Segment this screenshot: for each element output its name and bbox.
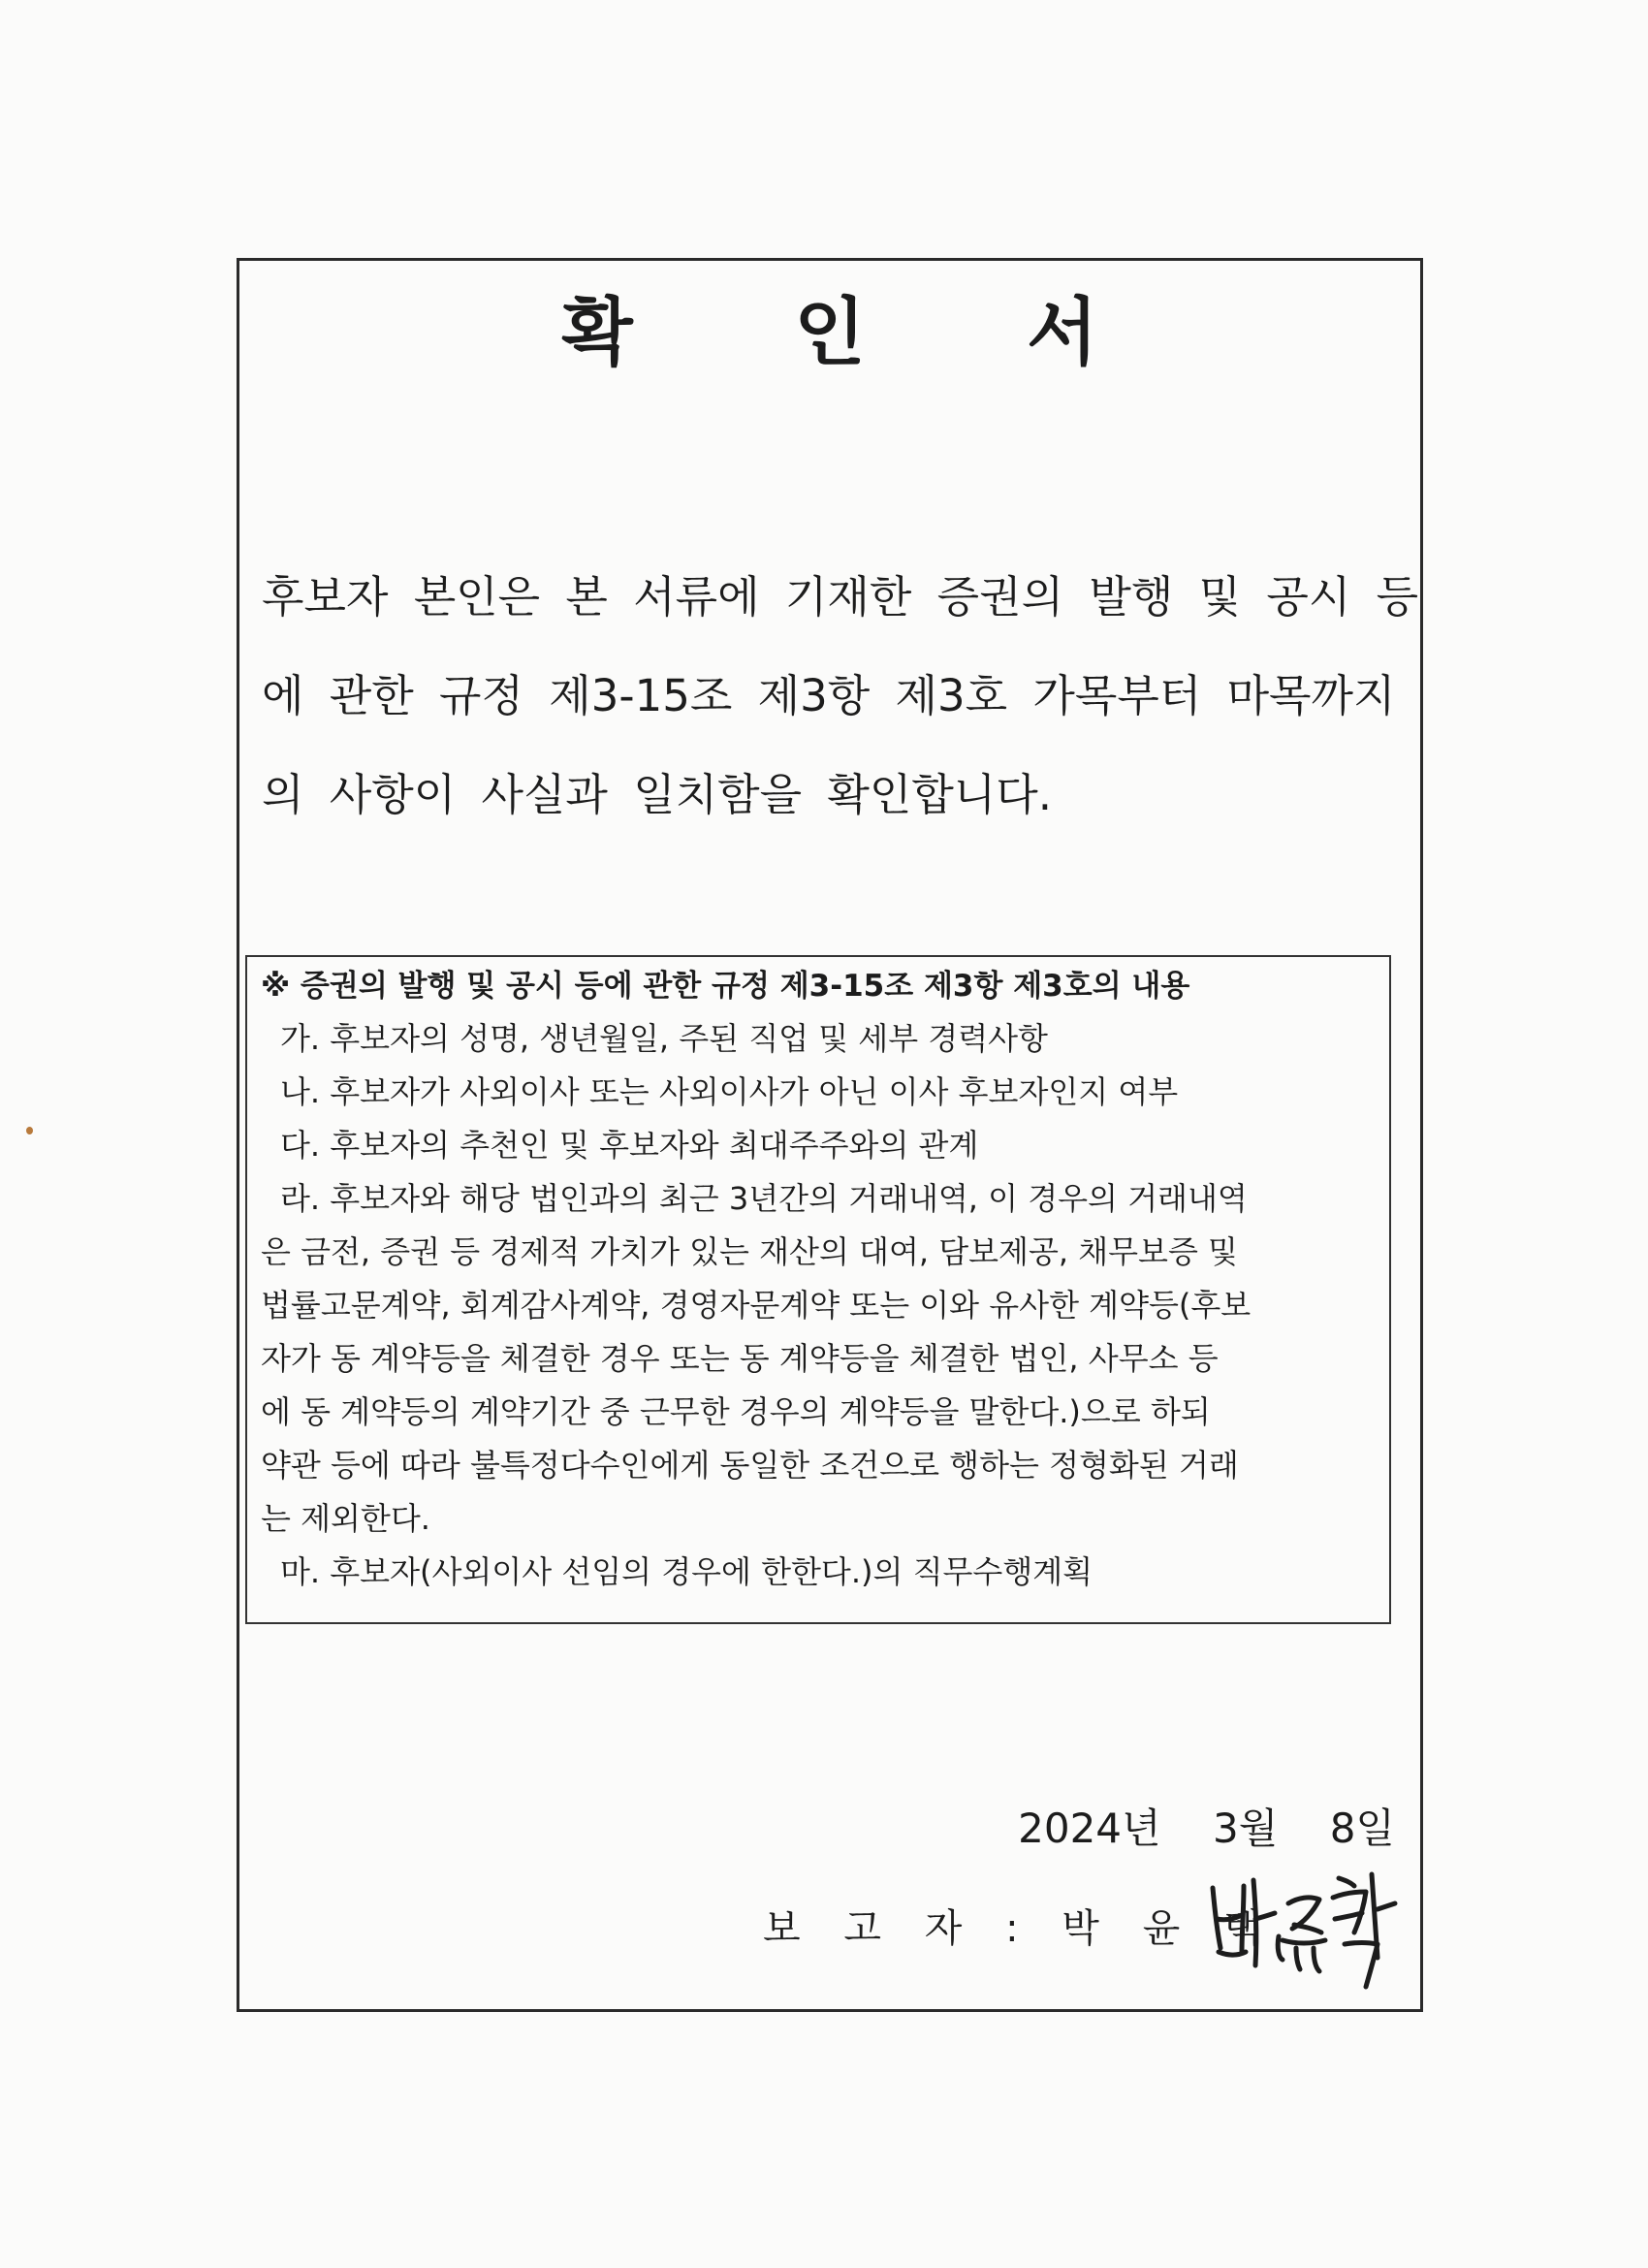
notice-item-na: 나. 후보자가 사외이사 또는 사외이사가 아닌 이사 후보자인지 여부 [280,1073,1179,1110]
document-date: 2024년 3월 8일 [1018,1805,1395,1852]
notice-item-ra [261,1177,1389,1541]
notice-item-da: 다. 후보자의 추천인 및 후보자와 최대주주와의 관계 [280,1127,979,1164]
statement-line: 의 사항이 사실과 일치함을 확인합니다. [262,769,1053,820]
confirmation-statement [262,569,1419,866]
document-title: 확 인 서 [561,289,1166,375]
paper-speck [26,1127,33,1134]
notice-item-ga: 가. 후보자의 성명, 생년월일, 주된 직업 및 세부 경력사항 [280,1020,1048,1057]
document-frame [237,258,1423,2012]
notice-item-ra-line: 는 제외한다. [261,1500,430,1537]
notice-item-ra-line: 은 금전, 증권 등 경제적 가치가 있는 재산의 대여, 담보제공, 채무보증 및 [261,1233,1238,1270]
notice-item-ra-line: 에 동 계약등의 계약기간 중 근무한 경우의 계약등을 말한다.)으로 하되 [261,1393,1211,1430]
notice-item-ra-line: 라. 후보자와 해당 법인과의 최근 3년간의 거래내역, 이 경우의 거래내역 [280,1180,1248,1217]
statement-line: 후보자 본인은 본 서류에 기재한 증권의 발행 및 공시 등 [262,571,1419,623]
notice-item-ra-line: 약관 등에 따라 불특정다수인에게 동일한 조건으로 행하는 정형화된 거래 [261,1447,1239,1484]
reporter-name: 보 고 자 : 박 윤 택 [763,1906,1277,1951]
handwritten-signature [1199,1851,1403,1996]
notice-item-ra-line: 자가 동 계약등을 체결한 경우 또는 동 계약등을 체결한 법인, 사무소 등 [261,1340,1219,1377]
notice-item-ma: 마. 후보자(사외이사 선임의 경우에 한한다.)의 직무수행계획 [280,1553,1093,1590]
notice-item-ra-line: 법률고문계약, 회계감사계약, 경영자문계약 또는 이와 유사한 계약등(후보 [261,1287,1252,1324]
statement-line: 에 관한 규정 제3-15조 제3항 제3호 가목부터 마목까지 [262,670,1396,721]
regulation-notice-box [245,955,1391,1624]
notice-heading: ※ 증권의 발행 및 공시 등에 관한 규정 제3-15조 제3항 제3호의 내용 [261,969,1190,1004]
